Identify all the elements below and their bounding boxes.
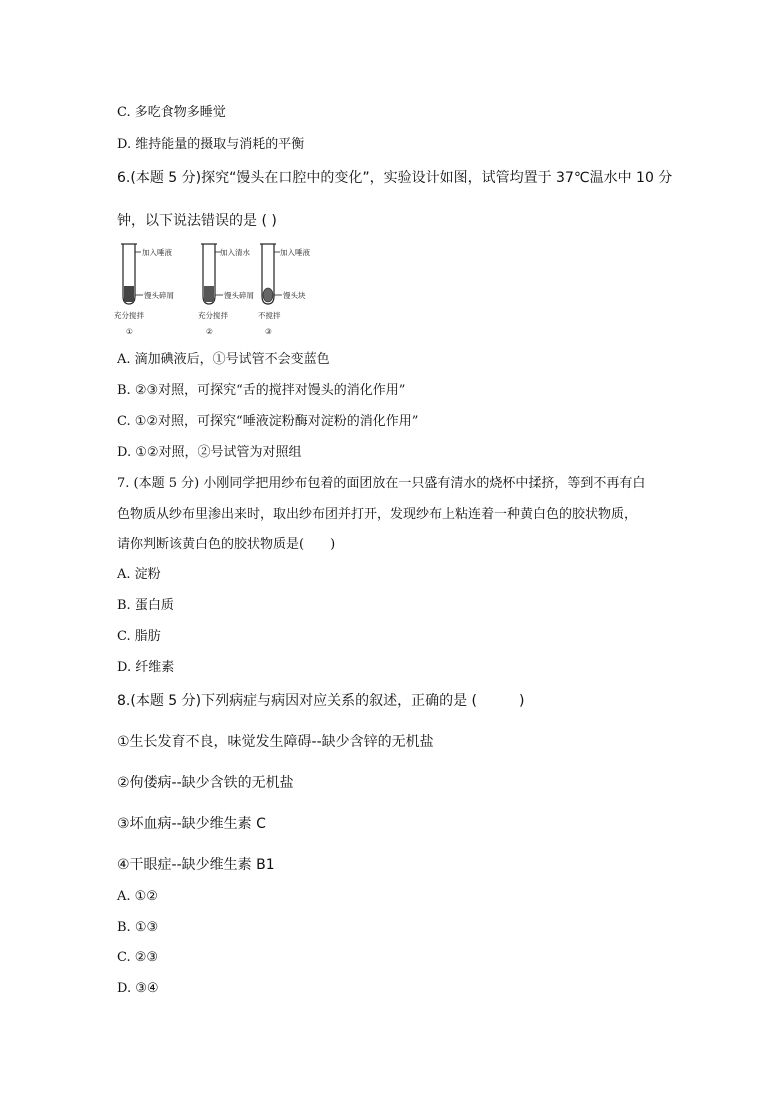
q6-stem-line2: 钟，以下说法错误的是 ( ) xyxy=(117,213,277,229)
tube-2-top-label: 加入清水 xyxy=(220,248,250,257)
q8-statement-3: ③坏血病--缺少维生素 C xyxy=(117,816,266,832)
tube-3-top-label: 加入唾液 xyxy=(280,248,310,257)
tube-1-side-label: 馒头碎屑 xyxy=(144,291,174,300)
q8-option-b: B. ①③ xyxy=(117,920,159,935)
q5-option-c: C. 多吃食物多睡觉 xyxy=(117,105,226,120)
tube-3-side-label: 馒头块 xyxy=(283,291,306,300)
q6-stem-line1: 6.(本题 5 分)探究“馒头在口腔中的变化”，实验设计如图，试管均置于 37℃温水中 10 分 xyxy=(117,170,673,186)
q6-option-b: B. ②③对照，可探究“舌的搅拌对馒头的消化作用” xyxy=(117,383,406,398)
q6-option-d: D. ①②对照，②号试管为对照组 xyxy=(117,445,302,460)
tube-2-number: ② xyxy=(206,327,213,336)
test-tube-2 xyxy=(198,244,254,336)
test-tube-3 xyxy=(258,244,310,336)
tube-1-top-label: 加入唾液 xyxy=(142,248,172,257)
q8-option-a: A. ①② xyxy=(117,889,158,904)
q5-option-d: D. 维持能量的摄取与消耗的平衡 xyxy=(117,137,305,152)
q7-stem-line2: 色物质从纱布里渗出来时，取出纱布团并打开，发现纱布上粘连着一种黄白色的胶状物质， xyxy=(117,507,638,522)
q8-statement-4: ④干眼症--缺少维生素 B1 xyxy=(117,857,275,873)
q7-stem-line1: 7. (本题 5 分) 小刚同学把用纱布包着的面团放在一只盛有清水的烧杯中揉挤，等到不再有白 xyxy=(117,476,646,491)
q8-statement-1: ①生长发育不良，味觉发生障碍--缺少含锌的无机盐 xyxy=(117,734,434,750)
tube-2-side-label: 馒头碎屑 xyxy=(224,291,254,300)
q7-stem-line3: 请你判断该黄白色的胶状物质是( ) xyxy=(117,537,336,552)
q7-option-c: C. 脂肪 xyxy=(117,629,161,644)
q8-statement-2: ②佝偻病--缺少含铁的无机盐 xyxy=(117,775,294,791)
tube-1-number: ① xyxy=(126,327,133,336)
tube-3-bottom-label: 不搅拌 xyxy=(258,311,281,320)
test-tube-1 xyxy=(114,244,174,336)
q7-option-d: D. 纤维素 xyxy=(117,660,175,675)
q8-option-d: D. ③④ xyxy=(117,981,159,996)
q8-option-c: C. ②③ xyxy=(117,950,159,965)
tube-3-number: ③ xyxy=(265,327,272,336)
q8-stem: 8.(本题 5 分)下列病症与病因对应关系的叙述，正确的是 ( ) xyxy=(117,693,525,709)
tube-2-bottom-label: 充分搅拌 xyxy=(198,311,228,320)
q6-option-c: C. ①②对照，可探究“唾液淀粉酶对淀粉的消化作用” xyxy=(117,414,419,429)
q7-option-b: B. 蛋白质 xyxy=(117,598,174,613)
tube-1-bottom-label: 充分搅拌 xyxy=(114,311,144,320)
q6-option-a: A. 滴加碘液后，①号试管不会变蓝色 xyxy=(117,352,330,367)
test-tube-figure xyxy=(112,238,322,340)
q7-option-a: A. 淀粉 xyxy=(117,567,161,582)
